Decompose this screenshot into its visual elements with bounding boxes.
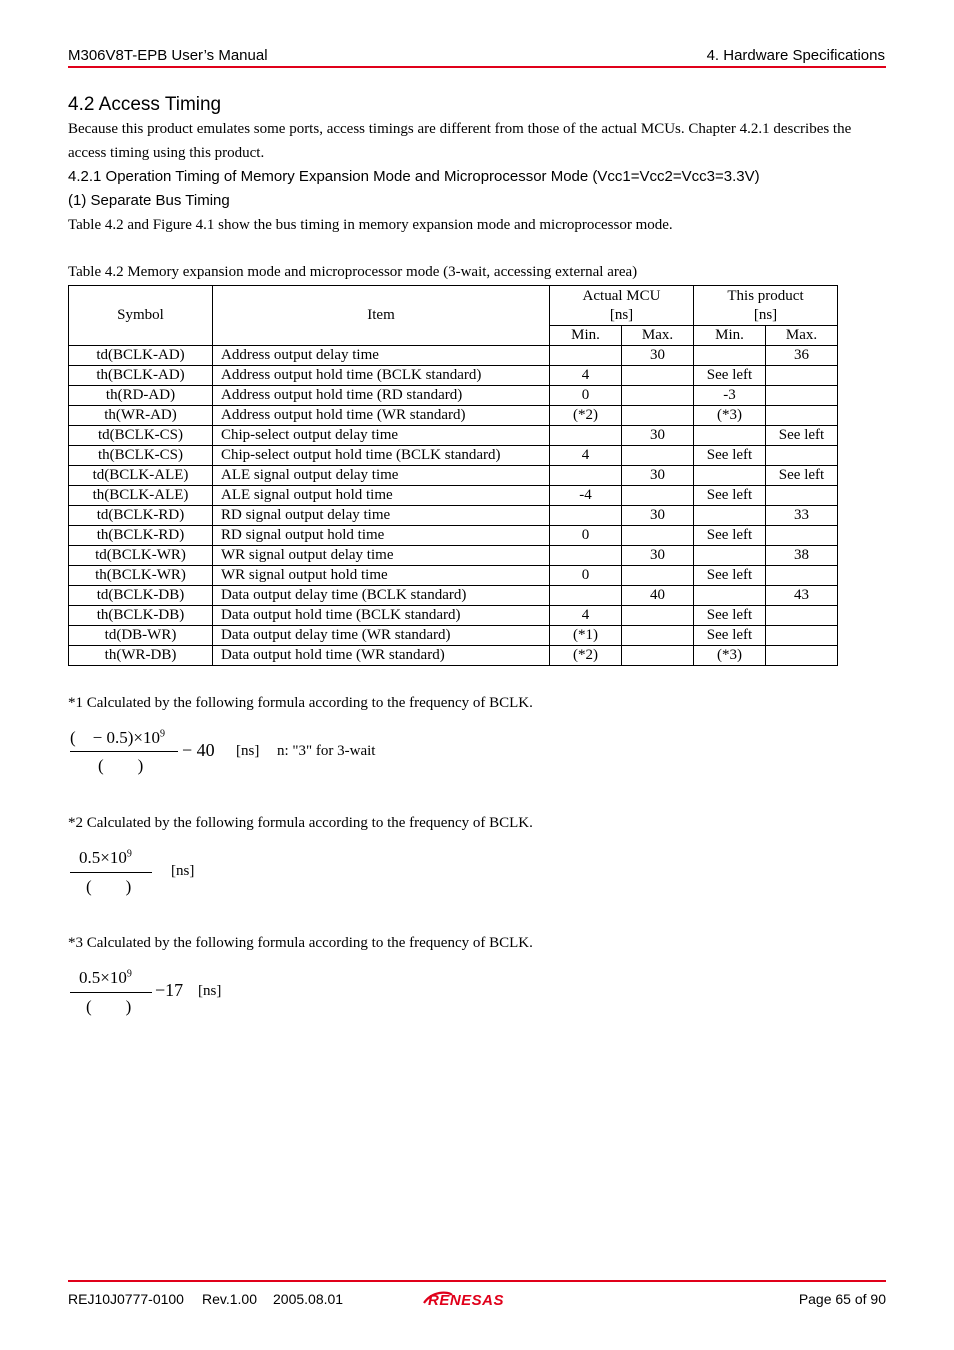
cell-prod-min: See left (694, 526, 766, 546)
cell-prod-max (766, 366, 838, 386)
cell-prod-max: See left (766, 426, 838, 446)
cell-symbol: td(BCLK-WR) (69, 546, 213, 566)
table-caption: Table 4.2 Memory expansion mode and microprocessor mode (3-wait, accessing external area) (68, 264, 638, 280)
header-this-product (694, 286, 838, 326)
table-row (69, 346, 838, 366)
cell-mcu-min: -4 (550, 486, 622, 506)
header-symbol: Symbol (69, 286, 213, 346)
cell-item: Address output hold time (WR standard) (213, 406, 550, 426)
cell-mcu-min (550, 506, 622, 526)
header-item-label: Item (367, 307, 395, 323)
note-3-unit: [ns] (198, 983, 222, 999)
header-item (213, 286, 550, 346)
cell-symbol: td(BCLK-ALE) (69, 466, 213, 486)
subsubsection-heading: (1) Separate Bus Timing (68, 192, 230, 209)
cell-item: Data output delay time (BCLK standard) (213, 586, 550, 606)
cell-mcu-min: 4 (550, 606, 622, 626)
table-row (69, 586, 838, 606)
table-row (69, 606, 838, 626)
cell-prod-min: See left (694, 446, 766, 466)
header-rule (68, 66, 886, 68)
note-1-text: *1 Calculated by the following formula according to the frequency of BCLK. (68, 695, 533, 711)
cell-prod-min: See left (694, 566, 766, 586)
note-3-exponent: 9 (126, 968, 132, 980)
header-prod-max: Max. (766, 326, 838, 346)
header-prod-min: Min. (694, 326, 766, 346)
cell-prod-min (694, 346, 766, 366)
cell-mcu-min: 0 (550, 526, 622, 546)
cell-prod-max: 38 (766, 546, 838, 566)
cell-mcu-max (622, 526, 694, 546)
section-heading: 4.2 Access Timing (68, 94, 222, 115)
cell-prod-max (766, 386, 838, 406)
cell-symbol: th(WR-DB) (69, 646, 213, 666)
cell-prod-min (694, 586, 766, 606)
cell-mcu-max: 30 (622, 466, 694, 486)
table-row (69, 466, 838, 486)
cell-mcu-min: (*2) (550, 646, 622, 666)
cell-symbol: th(BCLK-AD) (69, 366, 213, 386)
note-2-fraction-line (70, 872, 152, 873)
footer-date: 2005.08.01 (273, 1291, 344, 1307)
note-2-numerator: 0.5×10 (79, 848, 127, 867)
cell-mcu-max (622, 486, 694, 506)
cell-prod-max: 36 (766, 346, 838, 366)
cell-mcu-max (622, 366, 694, 386)
cell-prod-min: (*3) (694, 646, 766, 666)
table-intro: Table 4.2 and Figure 4.1 show the bus timing in memory expansion mode and microprocessor mode. (68, 217, 673, 233)
cell-item: WR signal output hold time (213, 566, 550, 586)
note-3-formula (70, 968, 156, 1017)
renesas-logo-text: RENESAS (428, 1292, 505, 1309)
note-1-tail: − 40 (182, 740, 215, 760)
cell-item: WR signal output delay time (213, 546, 550, 566)
cell-item: RD signal output hold time (213, 526, 550, 546)
cell-symbol: th(BCLK-CS) (69, 446, 213, 466)
cell-prod-max: 33 (766, 506, 838, 526)
cell-mcu-min: (*1) (550, 626, 622, 646)
header-actual-mcu (550, 286, 694, 326)
note-3-numerator: 0.5×10 (79, 968, 127, 987)
footer-doc-number: REJ10J0777-0100 (68, 1291, 184, 1307)
footer-page-number: Page 65 of 90 (798, 1291, 886, 1307)
note-3-denominator: ( ) (86, 997, 132, 1016)
cell-mcu-min (550, 546, 622, 566)
cell-item: ALE signal output delay time (213, 466, 550, 486)
document-title: M306V8T-EPB User’s Manual (68, 47, 268, 64)
cell-prod-max (766, 446, 838, 466)
table-row (69, 646, 838, 666)
cell-item: Address output hold time (RD standard) (213, 386, 550, 406)
header-mcu-max: Max. (622, 326, 694, 346)
timing-table (68, 285, 838, 666)
cell-item: ALE signal output hold time (213, 486, 550, 506)
cell-prod-max (766, 566, 838, 586)
cell-prod-min: See left (694, 606, 766, 626)
cell-symbol: th(BCLK-ALE) (69, 486, 213, 506)
cell-mcu-min (550, 426, 622, 446)
cell-prod-max (766, 646, 838, 666)
cell-prod-min (694, 506, 766, 526)
renesas-logo-mark (422, 1289, 534, 1309)
cell-item: Data output delay time (WR standard) (213, 626, 550, 646)
footer-revision: Rev.1.00 (202, 1291, 257, 1307)
note-1-denominator: ( ) (98, 756, 144, 775)
cell-mcu-max (622, 626, 694, 646)
intro-paragraph: Because this product emulates some ports, access timings are different from those of the actual MCUs. Chapter 4.2.1 describes the access timing using this product. (68, 121, 852, 161)
cell-prod-min (694, 546, 766, 566)
cell-symbol: th(RD-AD) (69, 386, 213, 406)
cell-prod-max (766, 526, 838, 546)
cell-mcu-max (622, 646, 694, 666)
note-1-unit: [ns] (236, 743, 260, 759)
cell-mcu-min (550, 466, 622, 486)
cell-mcu-min: 4 (550, 446, 622, 466)
note-2-exponent: 9 (126, 848, 132, 860)
note-1-formula (70, 728, 182, 776)
cell-item: Chip-select output delay time (213, 426, 550, 446)
note-3-fraction-line (70, 992, 152, 993)
table-row (69, 426, 838, 446)
cell-item: Data output hold time (WR standard) (213, 646, 550, 666)
table-row (69, 506, 838, 526)
cell-mcu-max: 40 (622, 586, 694, 606)
cell-prod-max (766, 406, 838, 426)
table-row (69, 406, 838, 426)
cell-symbol: td(BCLK-AD) (69, 346, 213, 366)
note-3-tail: −17 (155, 980, 184, 1000)
cell-mcu-max: 30 (622, 546, 694, 566)
table-row (69, 446, 838, 466)
cell-symbol: td(DB-WR) (69, 626, 213, 646)
cell-item: RD signal output delay time (213, 506, 550, 526)
this-product-label: This product (727, 287, 804, 304)
cell-mcu-max (622, 606, 694, 626)
cell-prod-max (766, 626, 838, 646)
table-row (69, 386, 838, 406)
table-row (69, 626, 838, 646)
cell-mcu-min: 4 (550, 366, 622, 386)
cell-item: Data output hold time (BCLK standard) (213, 606, 550, 626)
note-1-exponent: 9 (160, 728, 165, 740)
note-2-unit: [ns] (171, 863, 195, 879)
cell-prod-max (766, 606, 838, 626)
table-row (69, 486, 838, 506)
note-1-remark: n: "3" for 3-wait (277, 743, 376, 759)
cell-prod-max: 43 (766, 586, 838, 606)
cell-prod-min (694, 426, 766, 446)
cell-prod-max (766, 486, 838, 506)
cell-mcu-max: 30 (622, 426, 694, 446)
note-1-fraction-line (70, 751, 178, 752)
actual-mcu-label: Actual MCU (582, 287, 661, 304)
cell-mcu-max (622, 446, 694, 466)
note-2-formula (70, 848, 156, 897)
note-2-text: *2 Calculated by the following formula according to the frequency of BCLK. (68, 815, 533, 831)
footer-rule (68, 1280, 886, 1282)
subsection-heading: 4.2.1 Operation Timing of Memory Expansion Mode and Microprocessor Mode (Vcc1=Vcc2=Vcc3=3.3V) (68, 168, 760, 185)
cell-symbol: th(BCLK-RD) (69, 526, 213, 546)
cell-symbol: td(BCLK-DB) (69, 586, 213, 606)
cell-prod-min: See left (694, 366, 766, 386)
note-2-denominator: ( ) (86, 877, 132, 896)
cell-mcu-max (622, 406, 694, 426)
note-1-numerator: ( − 0.5)×10 (70, 728, 160, 747)
cell-mcu-max: 30 (622, 506, 694, 526)
cell-mcu-max (622, 566, 694, 586)
cell-mcu-min: 0 (550, 566, 622, 586)
cell-prod-min (694, 466, 766, 486)
table-row (69, 566, 838, 586)
table-row (69, 366, 838, 386)
chapter-title: 4. Hardware Specifications (706, 47, 885, 64)
cell-symbol: th(WR-AD) (69, 406, 213, 426)
cell-mcu-min: (*2) (550, 406, 622, 426)
cell-symbol: th(BCLK-DB) (69, 606, 213, 626)
cell-symbol: td(BCLK-CS) (69, 426, 213, 446)
actual-mcu-unit: [ns] (609, 306, 634, 323)
cell-mcu-max (622, 386, 694, 406)
header-mcu-min: Min. (550, 326, 622, 346)
cell-mcu-min (550, 346, 622, 366)
cell-prod-min: See left (694, 486, 766, 506)
this-product-unit: [ns] (753, 306, 778, 323)
cell-symbol: th(BCLK-WR) (69, 566, 213, 586)
cell-mcu-min: 0 (550, 386, 622, 406)
cell-symbol: td(BCLK-RD) (69, 506, 213, 526)
table-row (69, 546, 838, 566)
cell-mcu-max: 30 (622, 346, 694, 366)
note-3-text: *3 Calculated by the following formula according to the frequency of BCLK. (68, 935, 533, 951)
cell-prod-min: (*3) (694, 406, 766, 426)
renesas-logo (422, 1289, 534, 1314)
table-row (69, 526, 838, 546)
cell-item: Address output hold time (BCLK standard) (213, 366, 550, 386)
cell-prod-max: See left (766, 466, 838, 486)
cell-prod-min: See left (694, 626, 766, 646)
cell-mcu-min (550, 586, 622, 606)
cell-prod-min: -3 (694, 386, 766, 406)
cell-item: Chip-select output hold time (BCLK standard) (213, 446, 550, 466)
cell-item: Address output delay time (213, 346, 550, 366)
